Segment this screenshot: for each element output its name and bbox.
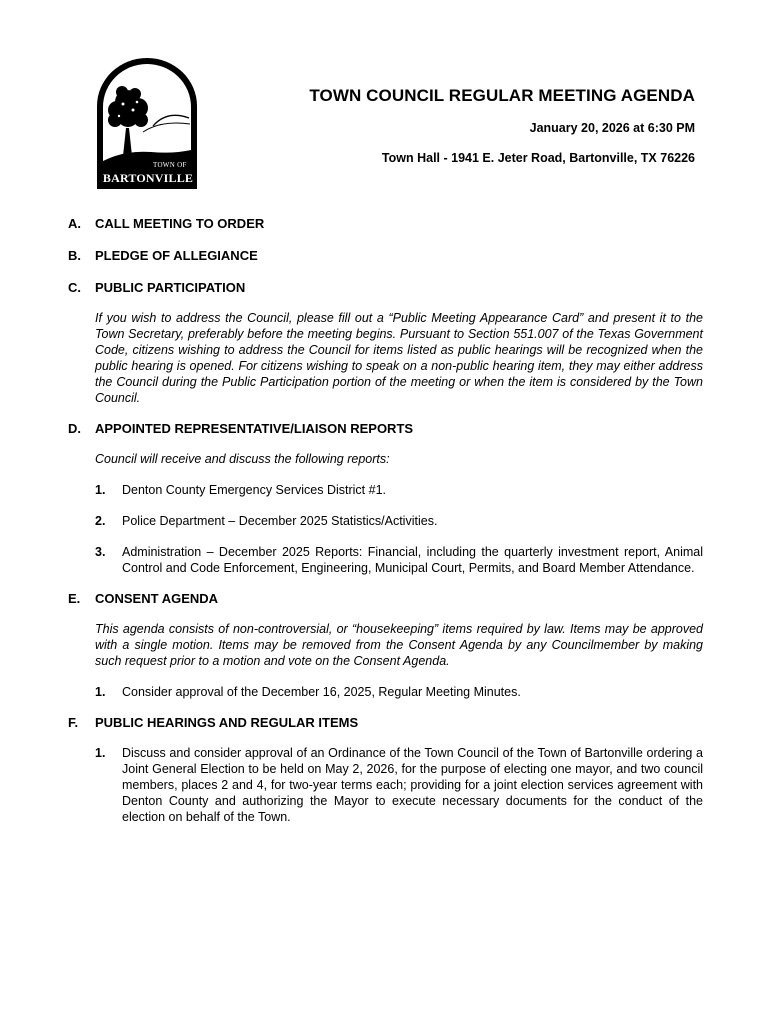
list-item bbox=[95, 745, 703, 825]
item-number: 1. bbox=[95, 483, 106, 497]
section-title: PUBLIC HEARINGS AND REGULAR ITEMS bbox=[95, 715, 359, 730]
item-number: 2. bbox=[95, 514, 106, 528]
section-heading bbox=[68, 279, 703, 296]
section-title: PLEDGE OF ALLEGIANCE bbox=[95, 248, 258, 263]
list-item bbox=[95, 513, 703, 529]
agenda-body bbox=[68, 215, 703, 825]
section-d bbox=[68, 420, 703, 576]
section-letter: C. bbox=[68, 280, 81, 295]
logo-text-bartonville: BARTONVILLE bbox=[102, 171, 194, 185]
section-heading bbox=[68, 590, 703, 607]
section-note: This agenda consists of non-controversial, or “housekeeping” items required by law. Items may be approved with a single motion. Items may be removed from the Consent Agenda by any Councilmember by making such request prior to a motion and vote on the Consent Agenda. bbox=[95, 622, 703, 668]
item-text: Police Department – December 2025 Statistics/Activities. bbox=[122, 514, 438, 528]
section-letter: E. bbox=[68, 591, 81, 606]
item-number: 1. bbox=[95, 685, 106, 699]
list-item bbox=[95, 684, 703, 700]
section-note: If you wish to address the Council, please fill out a “Public Meeting Appearance Card” and present it to the Town Secretary, preferably before the meeting begins. Pursuant to Section 551.007 of the Texas Government Code, citizens wishing to address the Council for items listed as public hearings will be recognized when the public hearing is opened. For citizens wishing to speak on a non-public hearing item, they may either address the Council during the Public Participation portion of the meeting or when the item is considered by the Town Council. bbox=[95, 311, 703, 405]
section-letter: F. bbox=[68, 715, 79, 730]
section-heading bbox=[68, 247, 703, 264]
section-letter: A. bbox=[68, 216, 81, 231]
item-text: Consider approval of the December 16, 2025, Regular Meeting Minutes. bbox=[122, 685, 521, 699]
section-letter: D. bbox=[68, 421, 81, 436]
section-title: CONSENT AGENDA bbox=[95, 591, 219, 606]
list-item bbox=[95, 544, 703, 576]
item-text: Discuss and consider approval of an Ordinance of the Town Council of the Town of Bartonville ordering a Joint General Election to be held on May 2, 2026, for the purpose of electing one mayor, and two council members, places 2 and 4, for two-year terms each; providing for a joint election services agreement with Denton County and authorizing the Mayor to execute necessary documents for the conduct of the election on behalf of the Town. bbox=[122, 746, 703, 824]
section-heading bbox=[68, 420, 703, 437]
section-f bbox=[68, 714, 703, 825]
section-title: APPOINTED REPRESENTATIVE/LIAISON REPORTS bbox=[95, 421, 414, 436]
section-c bbox=[68, 279, 703, 406]
item-text: Denton County Emergency Services District #1. bbox=[122, 483, 386, 497]
meeting-date: January 20, 2026 at 6:30 PM bbox=[529, 121, 695, 135]
item-number: 3. bbox=[95, 545, 106, 559]
section-a bbox=[68, 215, 703, 232]
section-letter: B. bbox=[68, 248, 81, 263]
section-note: Council will receive and discuss the following reports: bbox=[95, 452, 390, 466]
logo-text-town-of: TOWN OF bbox=[153, 161, 187, 169]
section-title: PUBLIC PARTICIPATION bbox=[95, 280, 246, 295]
list-item bbox=[95, 482, 703, 498]
meeting-location: Town Hall - 1941 E. Jeter Road, Bartonville, TX 76226 bbox=[381, 151, 695, 165]
item-text: Administration – December 2025 Reports: Financial, including the quarterly investment report, Animal Control and Code Enforcement, Engineering, Municipal Court, Permits, and Board Member Attendance. bbox=[122, 545, 703, 575]
section-title: CALL MEETING TO ORDER bbox=[95, 216, 265, 231]
section-e bbox=[68, 590, 703, 700]
item-number: 1. bbox=[95, 746, 106, 760]
section-heading bbox=[68, 714, 703, 731]
town-logo bbox=[95, 58, 199, 190]
section-heading bbox=[68, 215, 703, 232]
section-b bbox=[68, 247, 703, 264]
agenda-header bbox=[309, 86, 695, 165]
page-title: TOWN COUNCIL REGULAR MEETING AGENDA bbox=[309, 86, 695, 105]
